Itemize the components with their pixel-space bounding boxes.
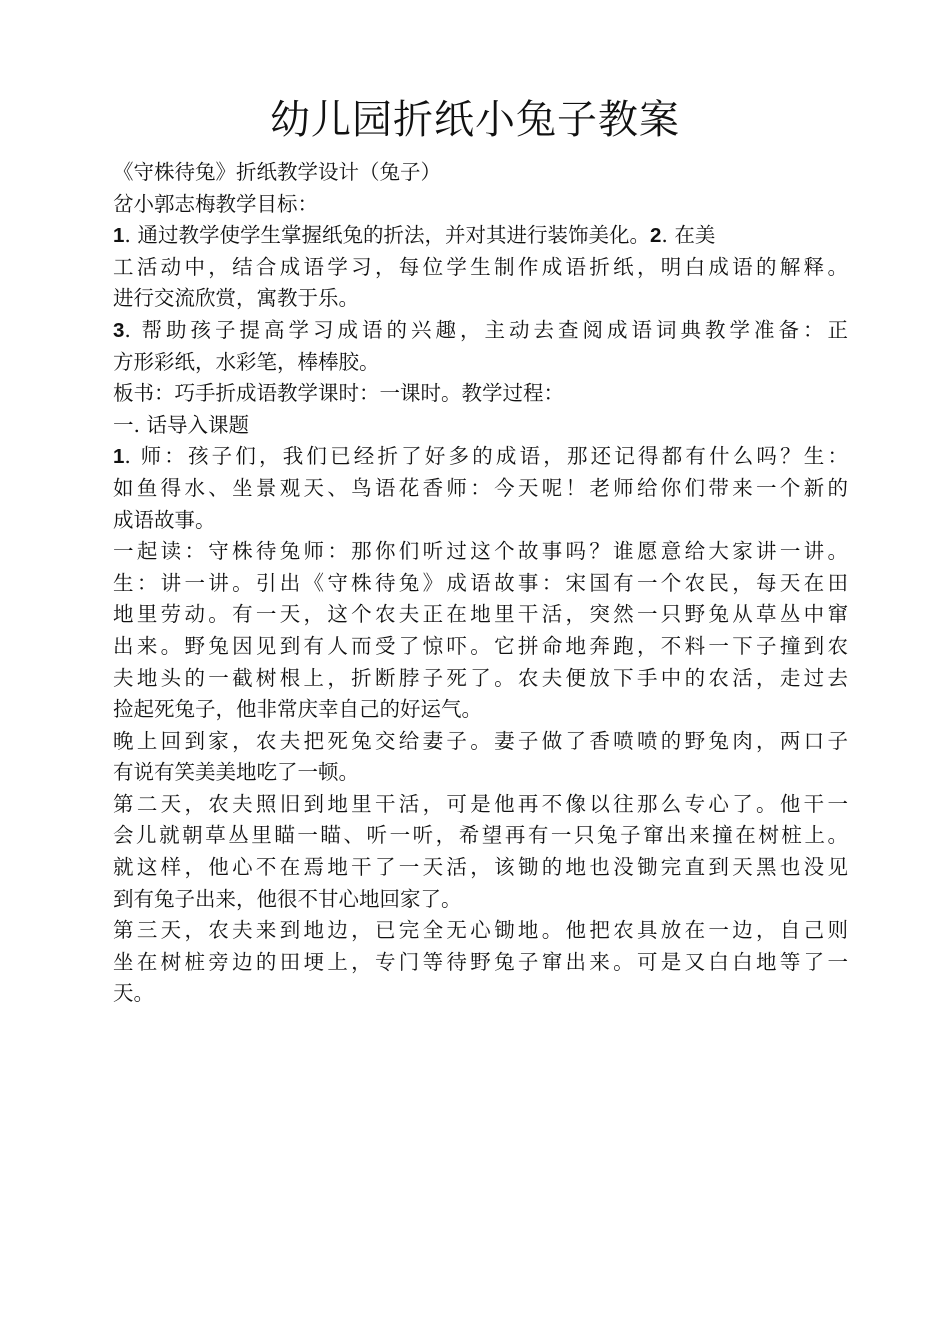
dialogue-text: 师：孩子们，我们已经折了好多的成语，那还记得都有什么吗？生： (140, 444, 848, 469)
item-number: 1 (113, 445, 125, 469)
subtitle-line: 《守株待兔》折纸教学设计（兔子） (113, 160, 441, 184)
item-number: 1 (113, 224, 125, 248)
objective-line: 3. 帮助孩子提高学习成语的兴趣，主动去查阅成语词典教学准备：正 (113, 317, 848, 342)
paragraph-line: 地里劳动。有一天，这个农夫正在地里干活，突然一只野兔从草丛中窜 (113, 602, 848, 627)
author-objectives-line: 岔小郭志梅教学目标： (113, 191, 318, 216)
document-body (113, 157, 848, 1010)
objective-line: 1. 通过教学使学生掌握纸兔的折法，并对其进行装饰美化。2. 在美 (113, 223, 716, 248)
paragraph-line: 第三天，农夫来到地边，已完全无心锄地。他把农具放在一边，自己则 (113, 918, 848, 943)
section-heading: 一. 话导入课题 (113, 412, 250, 437)
objective-2-start: 在美 (674, 223, 716, 248)
document-title: 幼儿园折纸小兔子教案 (270, 97, 680, 143)
paragraph-line: 一起读：守株待兔师：那你们听过这个故事吗？谁愿意给大家讲一讲。 (113, 539, 848, 564)
paragraph-line: 成语故事。 (113, 507, 216, 532)
paragraph-line: 出来。野兔因见到有人而受了惊吓。它拼命地奔跑，不料一下子撞到农 (113, 633, 848, 658)
paragraph-line: 工活动中，结合成语学习，每位学生制作成语折纸，明白成语的解释。 (113, 254, 848, 279)
paragraph-line: 晚上回到家，农夫把死兔交给妻子。妻子做了香喷喷的野兔肉，两口子 (113, 728, 848, 753)
item-number: 3 (113, 318, 125, 342)
paragraph-line: 生：讲一讲。引出《守株待兔》成语故事：宋国有一个农民，每天在田 (113, 570, 848, 595)
paragraph-line: 到有兔子出来，他很不甘心地回家了。 (113, 886, 462, 911)
paragraph-line: 坐在树桩旁边的田埂上，专门等待野兔子窜出来。可是又白白地等了一 (113, 949, 848, 974)
paragraph-line: 第二天，农夫照旧到地里干活，可是他再不像以往那么专心了。他干一 (113, 791, 848, 816)
paragraph-line: 进行交流欣赏，寓教于乐。 (113, 286, 359, 311)
paragraph-line: 如鱼得水、坐景观天、鸟语花香师：今天呢！老师给你们带来一个新的 (113, 475, 848, 500)
paragraph-line: 就这样，他心不在焉地干了一天活，该锄的地也没锄完直到天黑也没见 (113, 855, 848, 880)
paragraph-line: 夫地头的一截树根上，折断脖子死了。农夫便放下手中的农活，走过去 (113, 665, 848, 690)
objective-1-text: 通过教学使学生掌握纸兔的折法，并对其进行装饰美化。 (137, 223, 650, 248)
paragraph-line: 有说有笑美美地吃了一顿。 (113, 760, 359, 785)
paragraph-line: 会儿就朝草丛里瞄一瞄、听一听，希望再有一只兔子窜出来撞在树桩上。 (113, 823, 848, 848)
paragraph-line: 方形彩纸，水彩笔，棒棒胶。 (113, 349, 380, 374)
paragraph-line: 捡起死兔子，他非常庆幸自己的好运气。 (113, 697, 482, 722)
item-number: 2 (649, 224, 662, 248)
dialogue-line: 1. 师：孩子们，我们已经折了好多的成语，那还记得都有什么吗？生： (113, 444, 848, 469)
paragraph-line: 天。 (113, 981, 154, 1006)
paragraph-line: 板书：巧手折成语教学课时：一课时。教学过程： (113, 381, 564, 406)
objective-3-text: 帮助孩子提高学习成语的兴趣，主动去查阅成语词典教学准备：正 (141, 317, 848, 342)
